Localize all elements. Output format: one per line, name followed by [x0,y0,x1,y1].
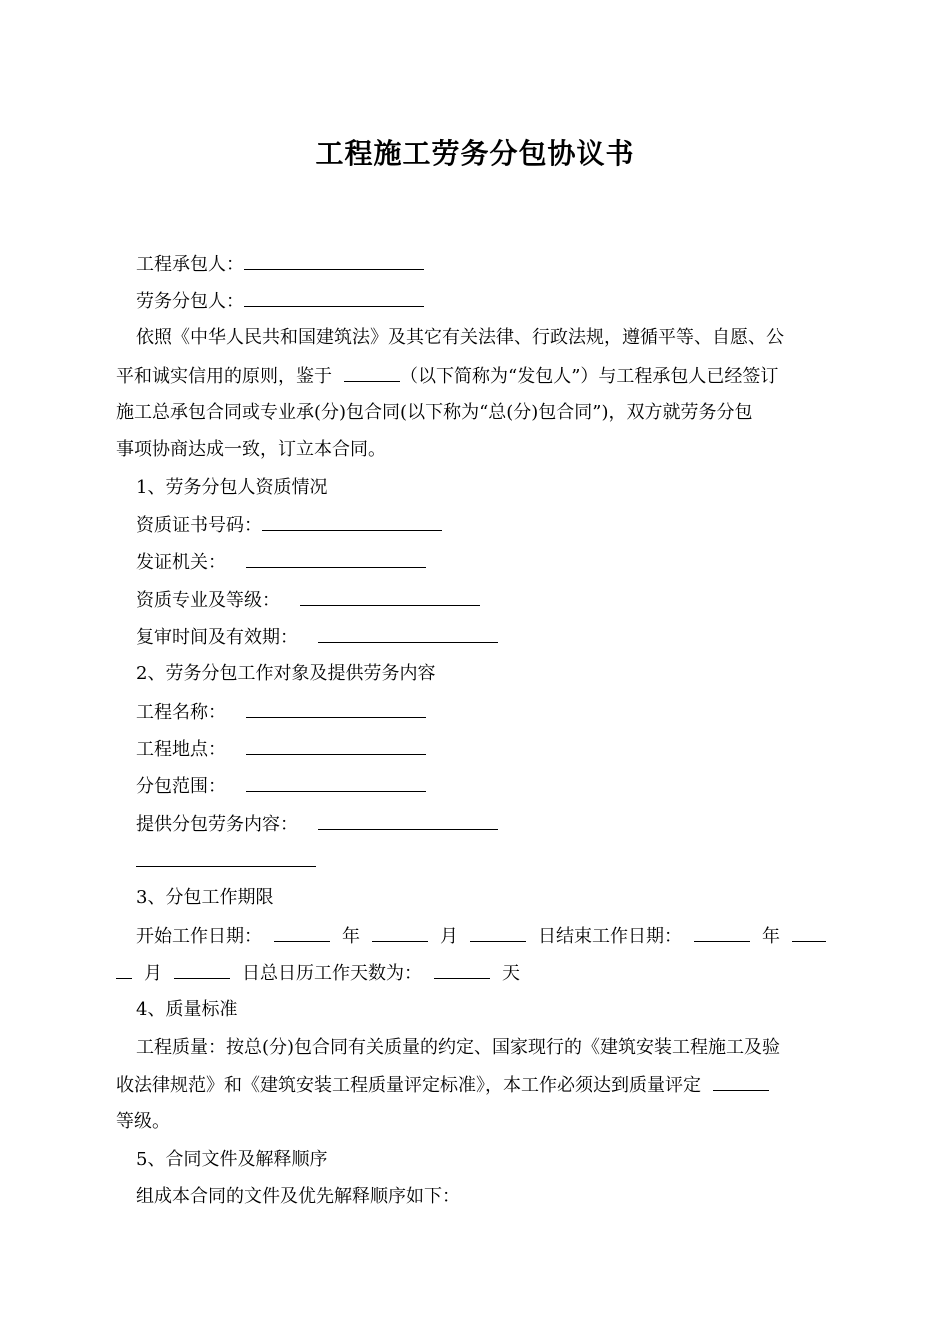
grade-blank [300,588,480,606]
document-title: 工程施工劳务分包协议书 [315,137,635,170]
quality-line-3: 等级。 [116,1111,170,1132]
review-blank [318,625,498,643]
scope-field [136,774,838,799]
review-label: 复审时间及有效期： [136,627,298,648]
quality-line-2 [116,1073,838,1098]
contractor-field [136,252,838,277]
contractor-blank [244,252,424,270]
start-year-blank [274,924,330,942]
project-name-field [136,700,838,725]
subcontractor-field [136,289,838,314]
start-day-blank [470,924,526,942]
intro-line-4: 事项协商达成一致，订立本合同。 [116,439,386,460]
labor-content-label: 提供分包劳务内容： [136,814,298,835]
intro-line-2 [116,364,838,389]
grade-field [136,588,838,613]
year-label-2: 年 [762,926,780,947]
cert-number-blank [262,513,442,531]
location-field [136,737,838,762]
review-field [136,625,838,650]
end-month-blank-part2 [116,961,132,979]
month-label-2: 月 [144,963,162,984]
end-day-blank [174,961,230,979]
contractor-label: 工程承包人： [136,254,244,275]
total-days-label: 日总日历工作天数为： [242,963,422,984]
employer-blank [344,364,400,382]
total-days-blank [434,961,490,979]
quality-line-2-text: 收法律规范》和《建筑安装工程质量评定标准》，本工作必须达到质量评定 [116,1075,701,1096]
location-blank [246,737,426,755]
section-4-heading: 4、质量标准 [136,999,238,1020]
quality-line-1: 工程质量：按总(分)包合同有关质量的约定、国家现行的《建筑安装工程施工及验 [136,1037,781,1058]
labor-content-field [136,812,838,837]
period-line-2 [116,961,838,986]
end-date-label: 日结束工作日期： [538,926,682,947]
intro-line-2-start: 平和诚实信用的原则，鉴于 [116,366,332,387]
project-name-blank [246,700,426,718]
subcontractor-label: 劳务分包人： [136,291,244,312]
start-month-blank [372,924,428,942]
labor-content-blank-2 [136,849,316,867]
section-1-heading: 1、劳务分包人资质情况 [136,477,328,498]
period-line-1 [136,924,838,949]
intro-line-3: 施工总承包合同或专业承(分)包合同(以下称为“总(分)包合同”)，双方就劳务分包 [116,402,753,423]
cert-number-field [136,513,838,538]
end-year-blank [694,924,750,942]
project-name-label: 工程名称： [136,702,226,723]
intro-line-2-end: （以下简称为“发包人”）与工程承包人已经签订 [400,366,779,387]
issuer-label: 发证机关： [136,552,226,573]
issuer-field [136,550,838,575]
days-unit: 天 [502,963,520,984]
month-label: 月 [440,926,458,947]
documents-order-line: 组成本合同的文件及优先解释顺序如下： [136,1186,460,1207]
subcontractor-blank [244,289,424,307]
intro-line-1: 依照《中华人民共和国建筑法》及其它有关法律、行政法规，遵循平等、自愿、公 [136,327,784,348]
labor-content-blank [318,812,498,830]
start-date-label: 开始工作日期： [136,926,262,947]
location-label: 工程地点： [136,739,226,760]
section-5-heading: 5、合同文件及解释顺序 [136,1149,328,1170]
section-3-heading: 3、分包工作期限 [136,887,274,908]
section-2-heading: 2、劳务分包工作对象及提供劳务内容 [136,663,436,684]
scope-blank [246,774,426,792]
end-month-blank-part1 [792,924,826,942]
cert-number-label: 资质证书号码： [136,515,262,536]
labor-content-continuation [136,849,838,874]
quality-grade-blank [713,1073,769,1091]
issuer-blank [246,550,426,568]
year-label: 年 [342,926,360,947]
scope-label: 分包范围： [136,776,226,797]
grade-label: 资质专业及等级： [136,590,280,611]
